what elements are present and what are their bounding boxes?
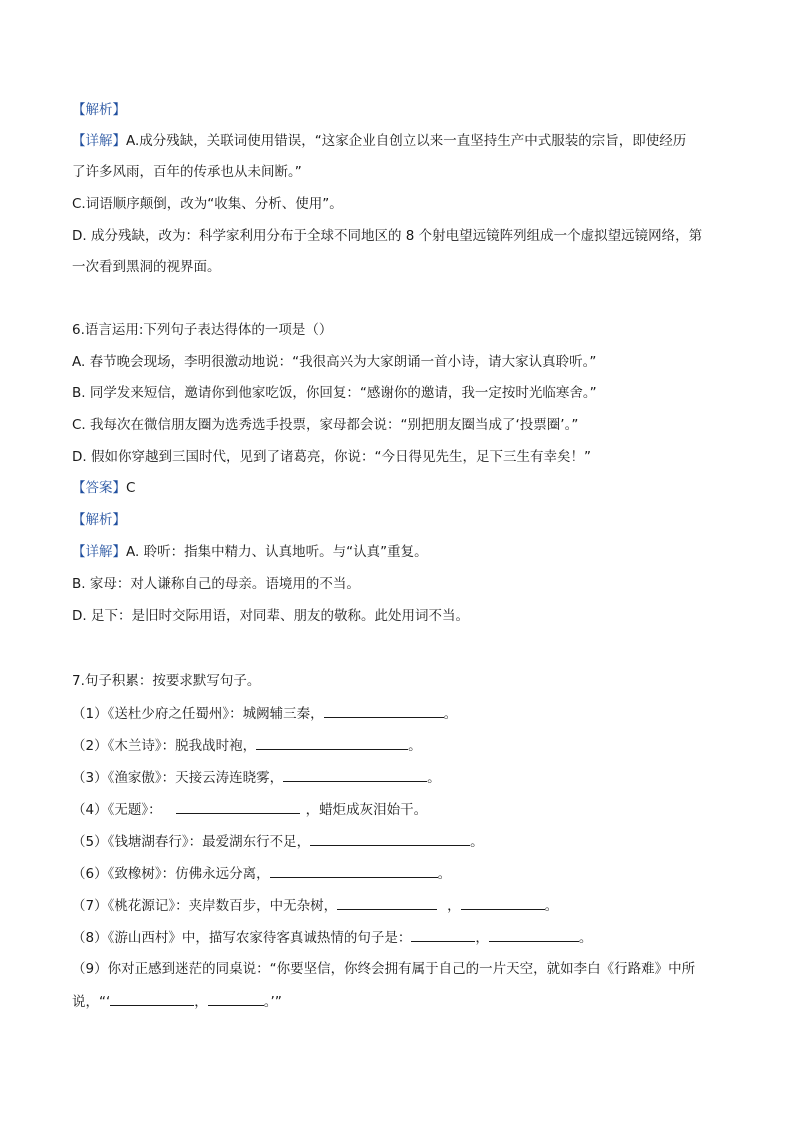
detail-line-b: B. 家母：对人谦称自己的母亲。语境用的不当。 bbox=[72, 576, 360, 592]
prompt-text: （7）《桃花源记》：夹岸数百步，中无杂树， bbox=[72, 898, 338, 914]
answer-blank[interactable] bbox=[208, 991, 264, 1006]
prompt-text: （5）《钱塘湖春行》：最爱湖东行不足， bbox=[72, 834, 311, 850]
detail-tag: 【详解】 bbox=[72, 544, 126, 560]
detail-text: A. 聆听：指集中精力、认真地听。与“认真”重复。 bbox=[126, 544, 428, 560]
prompt-text: （1）《送杜少府之任蜀州》：城阙辅三秦， bbox=[72, 706, 324, 722]
punctuation: 。 bbox=[437, 866, 452, 882]
prompt-text: 说，“‘ bbox=[72, 994, 111, 1010]
answer-value: C bbox=[126, 480, 136, 496]
detail-tag: 【详解】 bbox=[72, 133, 126, 149]
recite-item-9-continued bbox=[72, 991, 282, 1012]
answer-line bbox=[72, 478, 135, 498]
prompt-text: （4）《无题》： bbox=[72, 802, 162, 818]
answer-tag: 【答案】 bbox=[72, 480, 126, 496]
punctuation: ， bbox=[194, 994, 208, 1010]
recite-item-2 bbox=[72, 735, 422, 756]
punctuation: 。 bbox=[470, 834, 484, 850]
analysis-tag: 【解析】 bbox=[72, 102, 126, 118]
option-c: C. 我每次在微信朋友圈为选秀选手投票，家母都会说：“别把朋友圈当成了‘投票圈’。” bbox=[72, 417, 579, 433]
prompt-text: （6）《致橡树》：仿佛永远分离， bbox=[72, 866, 270, 882]
recite-item-7 bbox=[72, 895, 558, 916]
question-7: 7.句子积累：按要求默写句子。 bbox=[72, 673, 261, 689]
recite-item-4 bbox=[72, 799, 427, 820]
recite-item-9: （9）你对正感到迷茫的同桌说：“你要坚信，你终会拥有属于自己的一片天空，就如李白《行路难》中所 bbox=[72, 961, 696, 977]
detail-line-continued: 了许多风雨，百年的传承也从未间断。” bbox=[72, 164, 302, 180]
answer-blank[interactable] bbox=[461, 895, 545, 910]
option-a: A. 春节晚会现场，李明很激动地说：“我很高兴为大家朗诵一首小诗，请大家认真聆听。” bbox=[72, 354, 597, 370]
answer-blank[interactable] bbox=[283, 767, 427, 782]
punctuation: 。 bbox=[443, 706, 458, 722]
option-b: B. 同学发来短信，邀请你到他家吃饭，你回复：“感谢你的邀请，我一定按时光临寒舍。” bbox=[72, 385, 597, 401]
answer-blank[interactable] bbox=[270, 863, 438, 878]
question-6: 6.语言运用:下列句子表达得体的一项是（） bbox=[72, 322, 333, 338]
analysis-tag: 【解析】 bbox=[72, 512, 126, 528]
answer-blank[interactable] bbox=[489, 927, 579, 942]
answer-blank[interactable] bbox=[176, 799, 300, 814]
punctuation: 。 bbox=[578, 930, 593, 946]
detail-line-d: D. 成分残缺，改为：科学家利用分布于全球不同地区的 8 个射电望远镜阵列组成一个虚拟望远镜网络，第 bbox=[72, 228, 703, 244]
detail-line-d: D. 足下：是旧时交际用语，对同辈、朋友的敬称。此处用词不当。 bbox=[72, 608, 469, 624]
prompt-text: （3）《渔家傲》：天接云涛连晓雾， bbox=[72, 770, 284, 786]
punctuation: 。 bbox=[408, 738, 422, 754]
answer-blank[interactable] bbox=[324, 703, 444, 718]
punctuation: ， bbox=[475, 930, 489, 946]
answer-blank[interactable] bbox=[110, 991, 194, 1006]
answer-blank[interactable] bbox=[337, 895, 437, 910]
detail-text: A.成分残缺，关联词使用错误，“这家企业自创立以来一直坚持生产中式服装的宗旨，即使经历 bbox=[126, 133, 687, 149]
recite-item-1 bbox=[72, 703, 457, 724]
answer-blank[interactable] bbox=[256, 735, 408, 750]
recite-item-6 bbox=[72, 863, 451, 884]
punctuation: 。 bbox=[544, 898, 559, 914]
punctuation: 。 bbox=[427, 770, 441, 786]
recite-item-3 bbox=[72, 767, 441, 788]
prompt-text: （2）《木兰诗》：脱我战时袍， bbox=[72, 738, 257, 754]
detail-line-a bbox=[72, 542, 428, 562]
prompt-text: ，蜡炬成灰泪始干。 bbox=[305, 802, 428, 818]
punctuation: ， bbox=[447, 898, 461, 914]
recite-item-8 bbox=[72, 927, 592, 948]
detail-line-c: C.词语顺序颠倒，改为“收集、分析、使用”。 bbox=[72, 196, 343, 212]
answer-blank[interactable] bbox=[411, 927, 475, 942]
punctuation: 。’” bbox=[263, 994, 282, 1010]
detail-line-d-continued: 一次看到黑洞的视界面。 bbox=[72, 259, 221, 275]
detail-line bbox=[72, 131, 686, 151]
prompt-text: （8）《游山西村》中，描写农家待客真诚热情的句子是： bbox=[72, 930, 412, 946]
recite-item-5 bbox=[72, 831, 484, 852]
answer-blank[interactable] bbox=[310, 831, 470, 846]
option-d: D. 假如你穿越到三国时代，见到了诸葛亮，你说：“今日得见先生，足下三生有幸矣！” bbox=[72, 449, 591, 465]
